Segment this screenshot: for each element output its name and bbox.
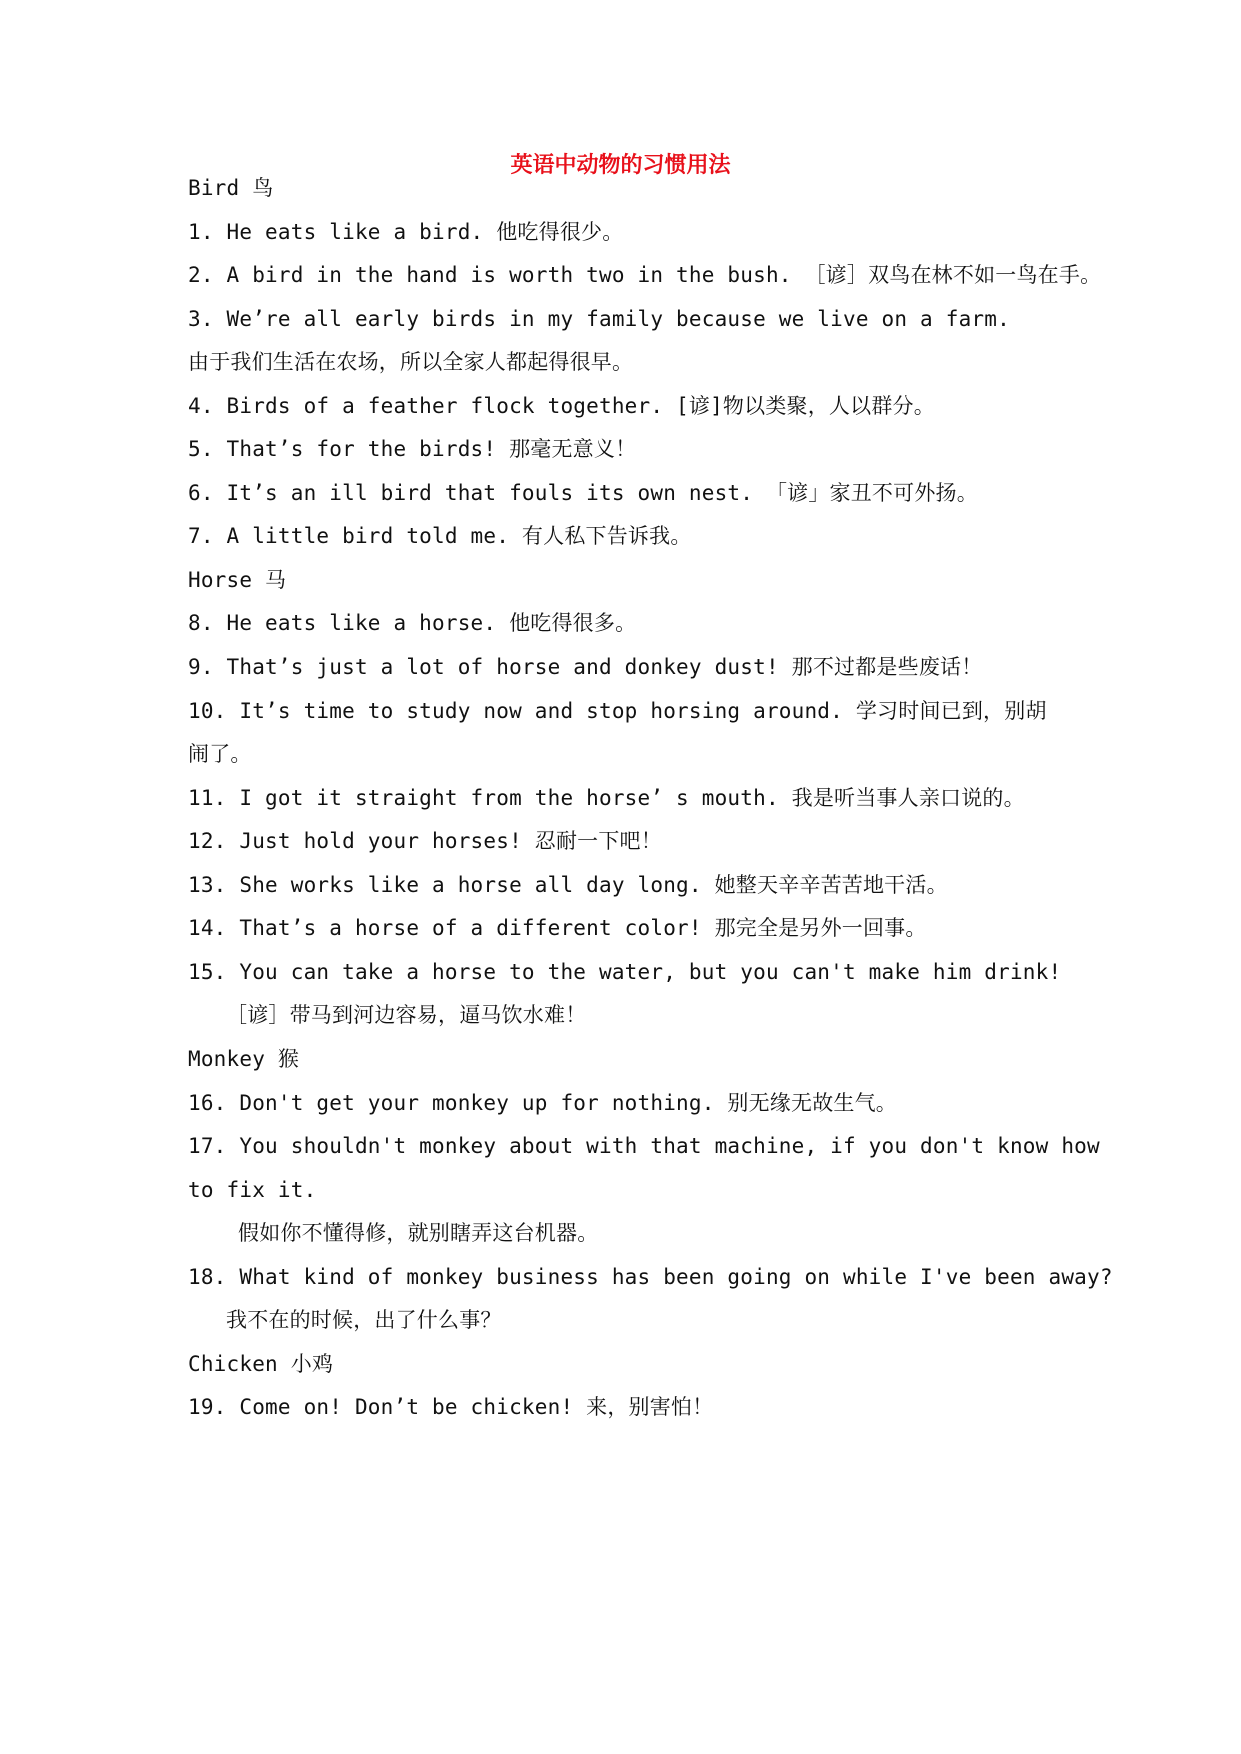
idiom-line-3-translation: 由于我们生活在农场，所以全家人都起得很早。 (188, 350, 634, 374)
idiom-line-9: 9. That’s just a lot of horse and donkey dust! 那不过都是些废话！ (188, 655, 983, 679)
idiom-line-10: 10. It’s time to study now and stop horsing around. 学习时间已到，别胡 (188, 699, 1047, 723)
idiom-line-17-continued: to fix it. (188, 1178, 317, 1202)
section-heading-bird: Bird 鸟 (188, 176, 274, 200)
idiom-line-4: 4. Birds of a feather flock together. [谚]物以类聚，人以群分。 (188, 394, 935, 418)
idiom-line-10-continued: 闹了。 (188, 742, 252, 766)
idiom-line-3: 3. We’re all early birds in my family because we live on a farm. (188, 307, 1010, 331)
idiom-line-17: 17. You shouldn't monkey about with that machine, if you don't know how (188, 1134, 1100, 1158)
idiom-line-12: 12. Just hold your horses! 忍耐一下吧！ (188, 829, 662, 853)
idiom-line-17-translation: 假如你不懂得修，就别瞎弄这台机器。 (238, 1221, 599, 1245)
idiom-line-5: 5. That’s for the birds! 那毫无意义！ (188, 437, 637, 461)
idiom-line-13: 13. She works like a horse all day long. 她整天辛辛苦苦地干活。 (188, 873, 948, 897)
idiom-line-6: 6. It’s an ill bird that fouls its own nest. 「谚」家丑不可外扬。 (188, 481, 978, 505)
idiom-line-8: 8. He eats like a horse. 他吃得很多。 (188, 611, 637, 635)
idiom-line-19: 19. Come on! Don’t be chicken! 来，别害怕！ (188, 1395, 714, 1419)
section-heading-horse: Horse 马 (188, 568, 287, 592)
idiom-line-2: 2. A bird in the hand is worth two in the bush. ［谚］双鸟在林不如一鸟在手。 (188, 263, 1102, 287)
idiom-line-18: 18. What kind of monkey business has been going on while I've been away? (188, 1265, 1113, 1289)
idiom-line-7: 7. A little bird told me. 有人私下告诉我。 (188, 524, 692, 548)
idiom-line-16: 16. Don't get your monkey up for nothing. 别无缘无故生气。 (188, 1091, 898, 1115)
idiom-line-11: 11. I got it straight from the horse’ s mouth. 我是听当事人亲口说的。 (188, 786, 1025, 810)
idiom-line-14: 14. That’s a horse of a different color! 那完全是另外一回事。 (188, 916, 927, 940)
section-heading-monkey: Monkey 猴 (188, 1047, 300, 1071)
document-title: 英语中动物的习惯用法 (510, 153, 731, 178)
idiom-line-15-translation: ［谚］带马到河边容易，逼马饮水难！ (226, 1003, 587, 1027)
section-heading-chicken: Chicken 小鸡 (188, 1352, 334, 1376)
idiom-line-15: 15. You can take a horse to the water, but you can't make him drink! (188, 960, 1062, 984)
idiom-line-18-translation: 我不在的时候，出了什么事？ (226, 1308, 502, 1332)
idiom-line-1: 1. He eats like a bird. 他吃得很少。 (188, 220, 624, 244)
